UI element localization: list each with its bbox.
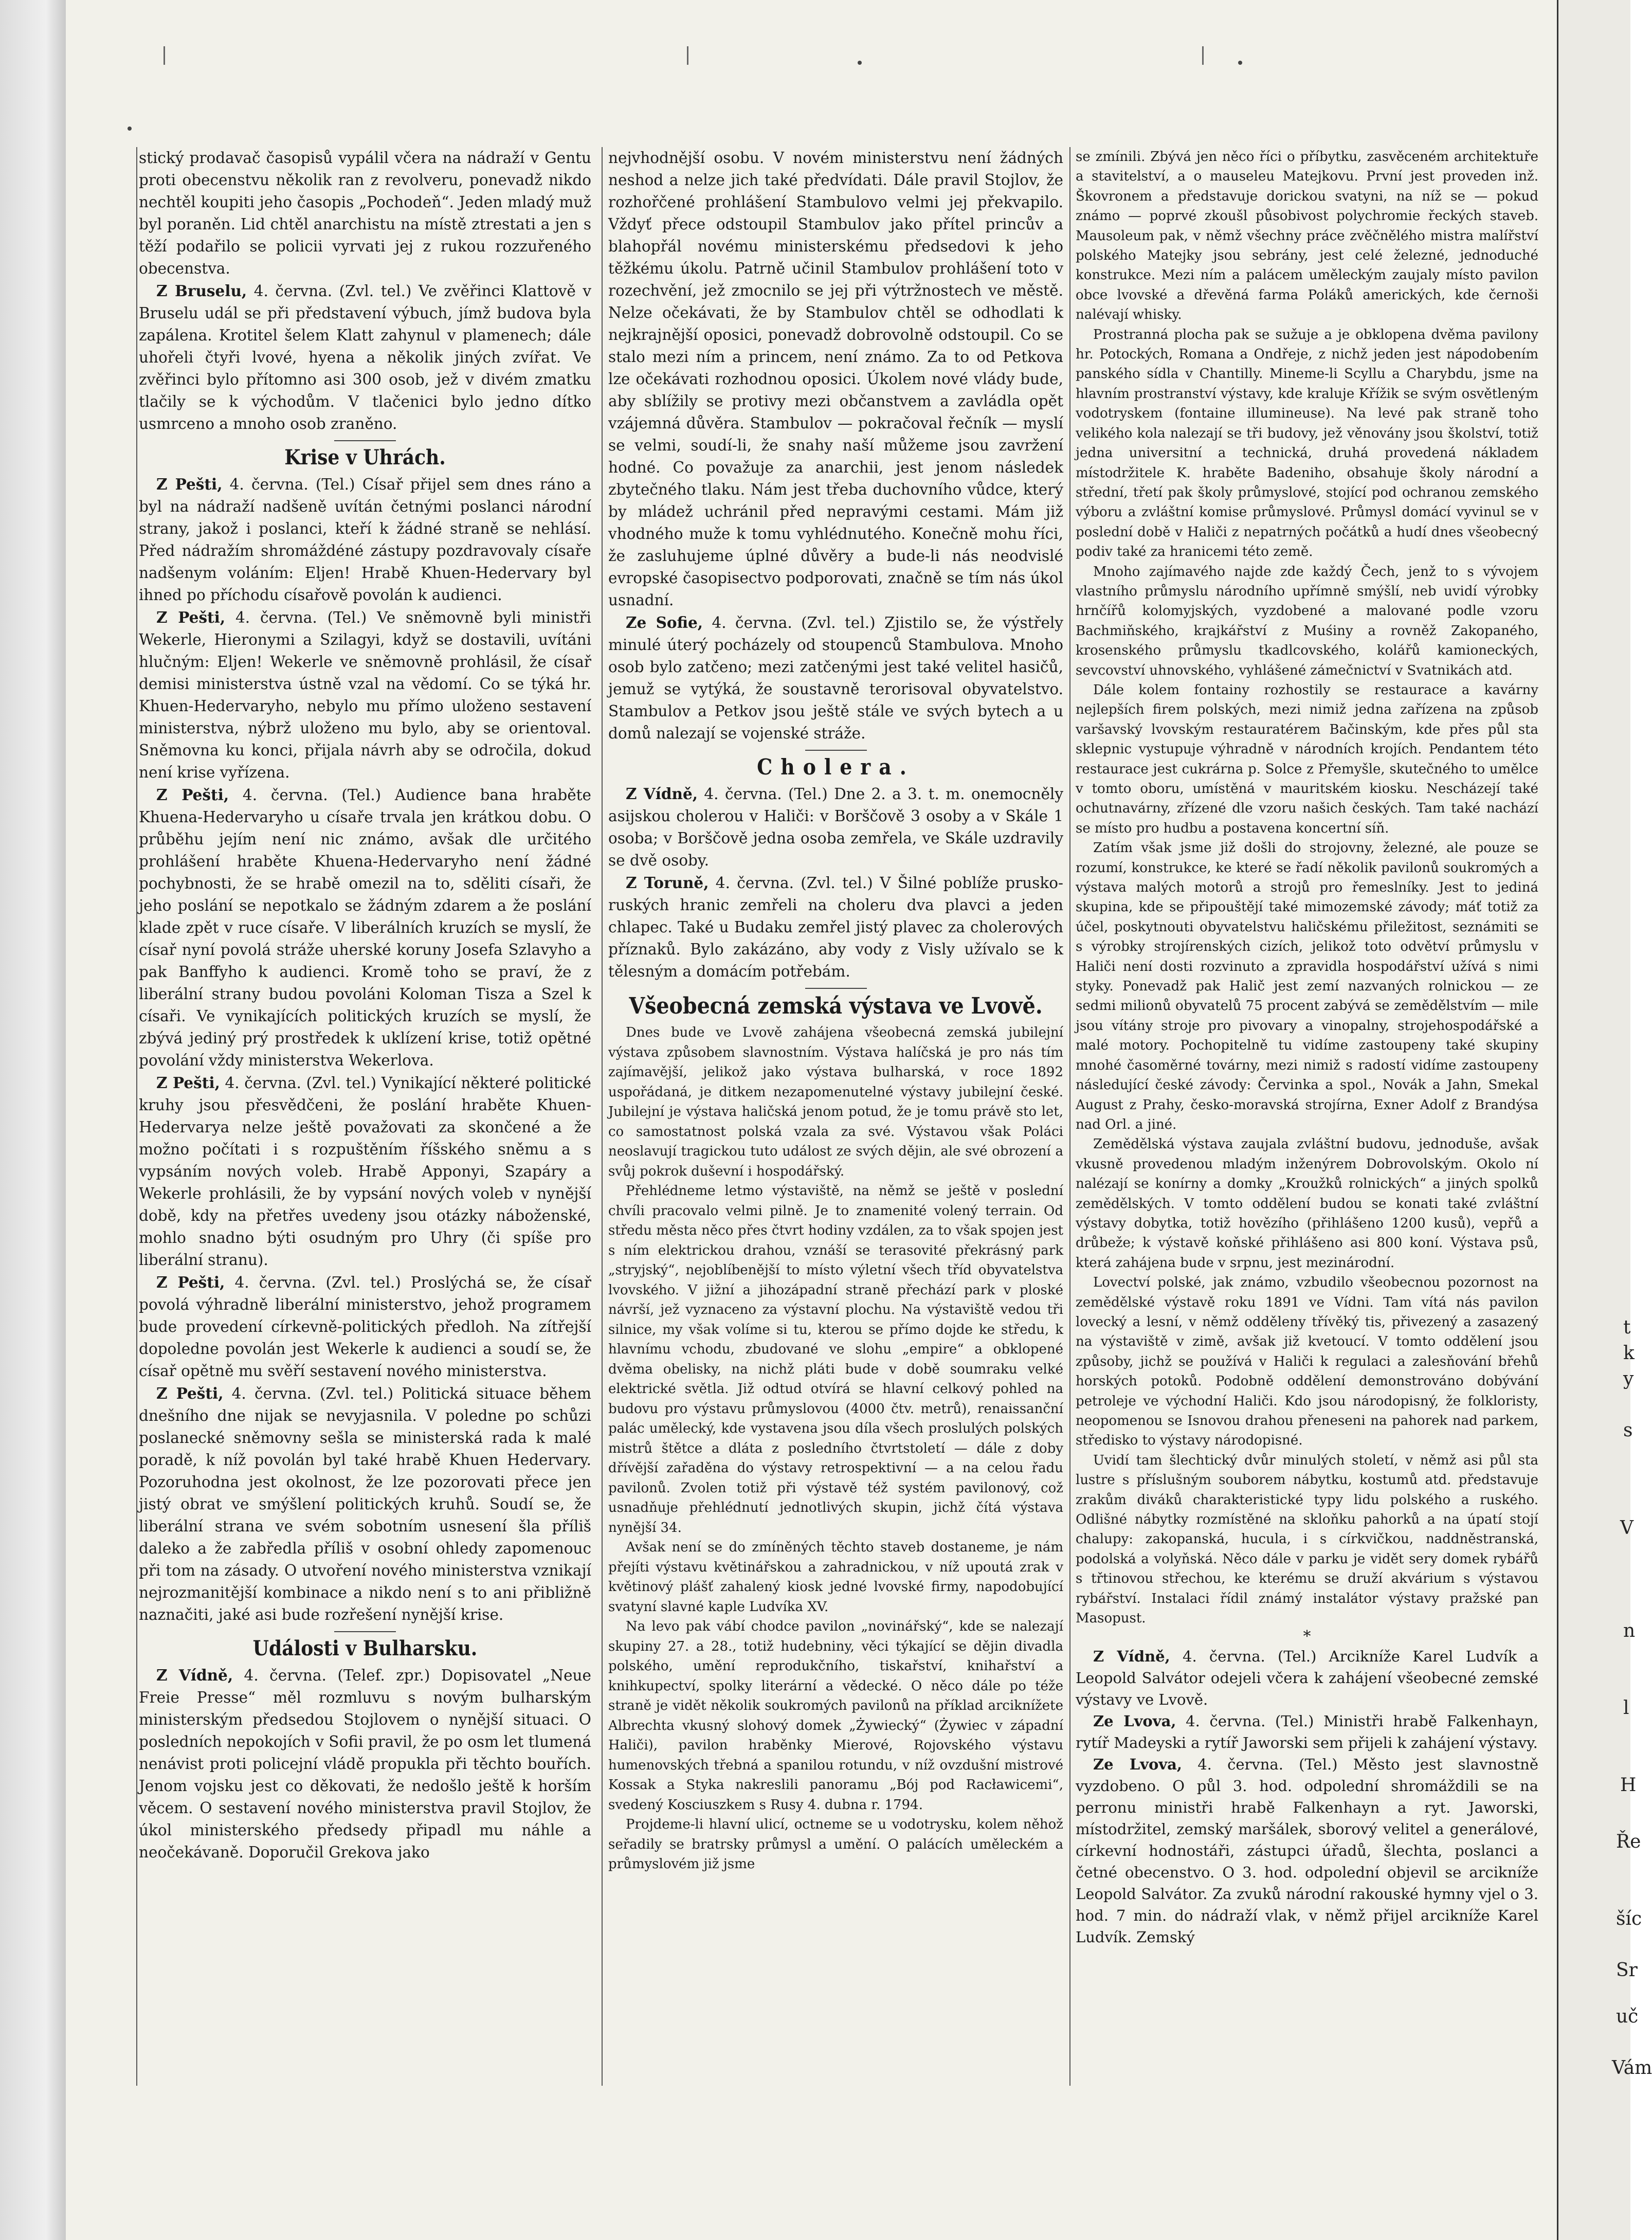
dateline: Z Vídně, bbox=[626, 785, 698, 803]
margin-fragment: H bbox=[1620, 1775, 1637, 1796]
feature-heading: Všeobecná zemská výstava ve Lvově. bbox=[629, 993, 1043, 1019]
section-heading: Krise v Uhrách. bbox=[284, 445, 446, 469]
feature-paragraph: Avšak není se do zmíněných těchto staveb dostaneme, je nám přejíti výstavu květinářskou a zahradnickou, v níž upoutá zrak v květinový plášť zahalený kiosk jedné lvovské firmy, napodobující svatyní slavné kaple Ludvíka XV. bbox=[608, 1540, 1063, 1615]
news-item bbox=[139, 1664, 591, 1864]
column-3 bbox=[1076, 147, 1538, 2081]
margin-fragment: k bbox=[1623, 1343, 1635, 1364]
news-text: 4. června. (Tel.) Ministři hrabě Falkenhayn, rytíř Madeyski a rytíř Jaworski sem přijeli k zahájení výstavy. bbox=[1076, 1712, 1538, 1752]
feature-paragraph: Uvidí tam šlechtický dvůr minulých století, v němž asi půl sta lustre s příslušným souborem nábytku, kostumů atd. představuje zrakům diváků charakteristické typy lidu polského a ruského. Odlišné nábytky rozmístěné na skloňku pahorků a na úpatí stojí chalupy: zakopanská, hucula, i s církvičkou, naddněstranská, podolská a volyňská. Něco dále v parku je vidět sery domek rybářů s třtinovou střechou, ke kterému se druží akvárium s výstavou rybářství. Instalaci řídil známý instalátor výstavy pražské pan Masopust. bbox=[1076, 1452, 1538, 1627]
margin-fragment: uč bbox=[1616, 2006, 1639, 2027]
news-item bbox=[139, 1271, 591, 1382]
feature-paragraph: Lovectví polské, jak známo, vzbudilo všeobecnou pozornost na zemědělské výstavě roku 1891 ve Vídni. Tam vítá nás pavilon lovecký a lesní, v němž odděleny třívěký tis, přivezený a zasazený na výstaviště v zimě, avšak již kvetoucí. V tomto oddělení jsou způsoby, jichž se používá v Haliči k regulaci a zalesňování břehů horských potoků. Podobně oddělení demonstrováno dobývání petroleje ve východní Haliči. Kdo jsou národopisný, že folkloristy, neopomenou se Isnovou drahou přeneseni na pahorek nad parkem, středisko to výstavy národopisné. bbox=[1076, 1275, 1538, 1449]
column-rule-left bbox=[136, 147, 137, 2086]
scan-dot bbox=[858, 61, 862, 65]
margin-fragment: s bbox=[1623, 1420, 1633, 1441]
scan-mark bbox=[687, 46, 688, 65]
margin-fragment: Ře bbox=[1616, 1831, 1641, 1852]
news-item bbox=[139, 606, 591, 784]
dateline: Z Vídně, bbox=[1093, 1648, 1170, 1666]
dateline: Z Pešti, bbox=[156, 1384, 224, 1402]
dateline: Z Vídně, bbox=[156, 1666, 233, 1684]
news-text: 4. června. (Zvl. tel.) Ve zvěřinci Klattově v Bruselu udál se při představení výbuch, jímž budova byla zapálena. Krotitel šelem Klatt zahynul v plamenech; dále uhořeli čtyři lvové, hyena a několik jiných zvířat. Ve zvěřinci bylo přítomno asi 300 osob, jež v divém zmatku tlačily se k východům. V tlačenici bylo jedno dítko usmrceno a mnoho osob zraněno. bbox=[139, 282, 592, 432]
next-page-edge bbox=[1557, 0, 1652, 2240]
feature-paragraph: Zatím však jsme již došli do strojovny, železné, ale pouze se rozumí, konstrukce, ke které se řadí několik pavilonů soukromých a výstava malých motorů a strojů pro řemeslníky. Jest to jediná skupina, kde se připouštějí také mimozemské závody; máť totiž za účel, poskytnouti obyvatelstvu haličskému přiležitost, seznámiti se s výrobky strojírenských cizích, jelikož toto odvětví průmyslu v Haliči není dosti rozvinuto a zpravidla hospodářství užívá s nimi styky. Ponevadž pak Halič jest zemí nazvaných rolnickou — ze sedmi milionů obyvatelů 75 procent zabývá se zemědělstvím — mile jsou vítány stroje pro pivovary a vinopalny, strojehospodářské a malé motory. Pochopitelně tu vidíme zastoupeny také skupiny mnohé časoměrné továrny, mezi nimiž s radostí vidíme zastoupeny následující české závody: Červinka a spol., Novák a Jahn, Smekal August z Prahy, česko-moravská strojírna, Exner Adolf z Brandýsa nad Orl. a jiné. bbox=[1076, 840, 1538, 1132]
feature-paragraph: Dnes bude ve Lvově zahájena všeobecná zemská jubilejní výstava způsobem slavnostním. Výstava halíčská je pro nás tím zajímavější, jelikož jako výstava bulharská, v roce 1892 uspořádaná, je ditkem nezapomenutelné výstavy jubilejní české. Jubilejní je výstava haličská jenom potud, že je tomu právě sto let, co samostatnost polská vzala za své. Výstavou však Poláci neoslavují tragickou tuto událost ze svých dějin, ale své obrození a svůj pokrok duševní i hospodářský. bbox=[608, 1025, 1063, 1179]
feature-paragraph: Na levo pak vábí chodce pavilon „novinářský“, kde se nalezají skupiny 27. a 28., totiž hudebniny, věci týkající se dějin divadla polského, umění reprodukčního, tiskařství, knihařství a knihkupectví, spolky literární a vědecké. O něco dále po téže straně je vidět několik soukromých pavilonů na příklad arciknížete Albrechta vkusný slohový domek „Żywiecký“ (Żywiec v západní Haliči), pavilon hraběnky Mierové, Rojovského výstavu humenovských třebná a spanilou rotundu, v níž ovzdušní mistrové Kossak a Styka nakreslili panoramu „Bój pod Racławicemi“, svedený Kosciuszkem s Rusy 4. dubna r. 1794. bbox=[608, 1619, 1063, 1813]
news-text: 4. června. (Zvl. tel.) Zjistilo se, že výstřely minulé úterý pocházely od stoupenců Stambulova. Mnoho osob bylo zatčeno; mezi zatčenými jest také velitel hasičů, jemuž se vytýká, že soustavně terorisoval obyvatelstvo. Stambulov a Petkov jsou ještě stále ve svých bytech a u domů nalezají se vojenské stráže. bbox=[608, 614, 1063, 742]
news-item bbox=[608, 783, 1063, 872]
news-item bbox=[608, 872, 1063, 983]
column-rule bbox=[602, 147, 603, 2086]
scan-mark bbox=[164, 46, 165, 65]
asterisk-divider: * bbox=[1303, 1628, 1311, 1646]
news-text: 4. června. (Tel.) Ve sněmovně byli ministři Wekerle, Hieronymi a Szilagyi, když se dostavili, uvítáni hlučným: Eljen! Wekerle ve sněmovně prohlásil, že císař demisi ministerstva ústně vzal na vědomí. Co se týká hr. Khuen-Hedervaryho, nebylo mu přímo uloženo sestavení ministerstva, nýbrž uloženo mu bylo, aby se orientoval. Sněmovna ku konci, přijala návrh aby se odročila, dokud není krise vyřízena. bbox=[139, 609, 591, 781]
news-text: 4. června. (Telef. zpr.) Dopisovatel „Neue Freie Presse“ měl rozmluvu s novým bulharským ministerským předsedou Stojlovem o nynější situaci. O posledních nepokojích v Sofii pravil, že po osm let tlumená nenávist proti policejní vládě propukla při těchto bouřích. Jenom vojsku jest co děkovati, že nedošlo ještě k horším věcem. O sestavení nového ministerstva pravil Stojlov, že úkol ministerského předsedy připadl mu náhle a neočekávaně. Doporučil Grekova jako bbox=[139, 1667, 591, 1861]
dateline: Z Pešti, bbox=[156, 1273, 225, 1291]
telegram-block bbox=[1076, 1646, 1538, 1948]
news-text: 4. června. (Tel.) Audience bana hraběte Khuena-Hedervaryho u císaře trvala jen krátkou dobu. O průběhu jejím není nic známo, avšak dle určitého prohlášení hraběte Khuena-Hedervaryho není žádné pochybnosti, že se hrabě omezil na to, sděliti císaři, že jeho poslání se nepotkalo se žádným zdarem a že poslání klade zpět v ruce císaře. V liberálních kruzích se myslí, že císař nyní povolá stráže uherské koruny Josefa Szlavyho a pak Banffyho k audienci. Kromě toho se praví, že z liberální strany budou povoláni Koloman Tisza a Szel k císaři. Ve vynikajících politických kruzích se myslí, že zbývá jediný prý prostředek k uklízení krise, totiž opětné povolání vždy ministerstva Wekerlova. bbox=[139, 786, 591, 1069]
section-divider bbox=[805, 988, 867, 989]
news-text: 4. června. (Zvl. tel.) Proslýchá se, že císař povolá výhradně liberální ministerstvo, jehož programem bude provedení církevně-politických předloh. Na zítřejší dopoledne povolán jest Wekerle k audienci a soudí se, že císař opětně mu svěří sestavení nového ministerstva. bbox=[139, 1274, 591, 1380]
dateline: Z Pešti, bbox=[156, 475, 223, 493]
news-text: 4. června. (Tel.) Město jest slavnostně vyzdobeno. O půl 3. hod. odpolední shromáždili se na perronu ministři hrabě Falkenhayn a ryt. Jaworski, místodržitel, zemský maršálek, sborový velitel a generálové, církevní hodnostáři, zástupci úřadů, šlechta, poslanci a četné obecenstvo. O 3. hod. odpolední objevil se arcikníže Leopold Salvátor. Za zvuků národní rakouské hymny vjel o 3. hod. 7 min. do nádraží vlak, v němž přijel arcikníže Karel Ludvík. Zemský bbox=[1076, 1756, 1538, 1946]
dateline: Z Pešti, bbox=[156, 608, 226, 626]
column-2 bbox=[608, 147, 1063, 2081]
news-item bbox=[139, 1072, 591, 1271]
section-heading: Cholera. bbox=[757, 754, 915, 780]
dateline: Z Pešti, bbox=[156, 1074, 220, 1092]
feature-paragraph: Dále kolem fontainy rozhostily se restaurace a kavárny nejlepších firem polských, mezi nimiž jedna zařízena na způsob varšavský lvovským restauratérem Bačinským, kde přes půl sta sklepnic vystupuje výhradně v národních krojích. Pendantem této restaurace jest cukrárna p. Solce z Přemyšle, skutečného to umělce v tomto oboru, umístěná v mauritském kiosku. Nescházejí také ochutnavárny, zřízené dle vzoru našich českých. Tam také nachází se místo pro hudbu a postavena koncertní síň. bbox=[1076, 682, 1538, 836]
margin-fragment: Vám bbox=[1612, 2057, 1652, 2079]
feature-paragraph: se zmínili. Zbývá jen něco říci o příbytku, zasvěceném architektuře a stavitelství, a o mauseleu Matejkovu. První jest proveden inž. Škovronem a představuje dorickou svatyni, na níž se — pokud známo — poprvé zkoušl působivost polychromie řeckých staveb. Mausoleum pak, v němž všechny práce zvěčnělého mistra malířství polského Matejky jsou sebrány, jest celé železné, jednoduché konstrukce. Mezi ním a palácem uměleckým zaujaly místo pavilon obce lvovské a dřevěná farma Poláků amerických, kde černoši nalévají whisky. bbox=[1076, 149, 1538, 323]
dateline: Z Toruně, bbox=[626, 874, 709, 892]
section-divider bbox=[334, 1631, 396, 1632]
article-paragraph: nejvhodnější osobu. V novém ministerstvu není žádných neshod a nelze jich také předvídati. Dále pravil Stojlov, že rozhořčené prohlášení Stambulovo velmi jej překvapilo. Vždyť přece odstoupil Stambulov jako přítel princův a blahopřál novému ministerskému předsedovi k jeho těžkému úkolu. Patrně učinil Stambulov prohlášení toto v rozechvění, jež zmocnilo se jej při výtržnostech ve městě. Nelze očekávati, že by Stambulov chtěl se odhodlati k nejkrajnější oposici, ponevadž dobrovolně odstoupil. Co se stalo mezi ním a princem, není známo. Za to od Petkova lze očekávati rozhodnou oposici. Úkolem nové vlády bude, aby sblížily se protivy mezi občanstvem a zavládla opět vzájemná důvěra. Stambulov — pokračoval řečník — myslí se velmi, soudí-li, že snahy naší můžeme jsou zavržení hodné. Co považuje za anarchii, jest jenom následek zbytečného tlaku. Nám jest třeba duchovního vůdce, který by mládež uchránil před nepravými cestami. Mám již vhodného muže k tomu vyhlédnutého. Konečně mohu říci, že zasluhujeme úplné důvěry a bude-li nás neodvislé evropské časopisectvo podporovati, značně se tím nás úkol usnadní. bbox=[608, 149, 1063, 609]
news-item bbox=[139, 1382, 591, 1626]
column-rule bbox=[1069, 147, 1070, 2086]
news-text: 4. června. (Tel.) Arcikníže Karel Ludvík a Leopold Salvátor odejeli včera k zahájení všeobecné zemské výstavy ve Lvově. bbox=[1076, 1648, 1538, 1709]
margin-fragment: Sr bbox=[1616, 1960, 1638, 1981]
news-item bbox=[139, 473, 591, 606]
news-item bbox=[139, 280, 591, 435]
margin-fragment: n bbox=[1623, 1620, 1636, 1641]
scan-dot bbox=[1238, 61, 1242, 65]
margin-fragment: l bbox=[1623, 1697, 1629, 1719]
section-divider bbox=[334, 440, 396, 441]
news-item bbox=[608, 611, 1063, 745]
scan-mark bbox=[1202, 46, 1204, 65]
feature-body bbox=[608, 1023, 1063, 1874]
margin-fragment: t bbox=[1623, 1317, 1631, 1338]
section-divider bbox=[805, 750, 867, 751]
news-text: 4. června. (Zvl. tel.) Vynikající některé politické kruhy jsou přesvědčeni, že poslání hraběte Khuen-Hedervarya nelze ještě považovati za skončené a že možno počítati i s rozpuštěním říšského sněmu a s vypsáním nových voleb. Hrabě Apponyi, Szapáry a Wekerle prohlásili, že by vypsání nových voleb v nynější době, kdy na přetřes uvedeny jsou otázky náboženské, mohlo snadno býti osudným pro Uhry (či spíše pro liberální stranu). bbox=[139, 1074, 591, 1269]
news-item bbox=[139, 784, 591, 1072]
news-text: 4. června. (Tel.) Císař přijel sem dnes ráno a byl na nádraží nadšeně uvítán četnými poslanci národní strany, jakož i poslanci, kteří k žádné straně se nehlásí. Před nádražím shromáždéné zástupy pozdravovaly císaře nadšenym voláním: Eljen! Hrabě Khuen-Hedervary byl ihned po příchodu císařově povolán k audienci. bbox=[139, 476, 591, 604]
news-text: 4. června. (Tel.) Dne 2. a 3. t. m. onemocněly asijskou cholerou v Haliči: v Borščově 3 osoby a v Skále 1 osoba; v Borščově jedna osoba zemřela, ve Skále uzdravily se dvě osoby. bbox=[608, 785, 1064, 869]
column-1 bbox=[139, 147, 591, 2081]
dateline: Z Bruselu, bbox=[156, 282, 247, 300]
margin-fragment: šíc bbox=[1616, 1908, 1642, 1929]
feature-paragraph: Přehlédneme letmo výstaviště, na němž se ještě v poslední chvíli pracovalo velmi pilně. Je to znamenité volený terrain. Od středu města něco přes čtvrt hodiny vzdálen, za to však spojen jest s ním elektrickou drahou, vznáší se terasovité překrásný park „stryjský“, nejoblíbenější to místo výletní všech tříd obyvatelstva lvovského. V jižní a jihozápadní straně přechází park v ploské návrší, jež vyznaceno za výstavní plochu. Na výstaviště vedou tři silnice, my však volíme si tu, kterou se přímo dojde ke středu, k hlavnímu vchodu, zbudované ve slohu „empire“ a obklopené dvěma obelisky, na nichž pláti bude v době soumraku velké elektrické světla. Již odtud otvírá se hlavní celkový pohled na budovu pro výstavu průmyslovou (4000 čtv. metrů), renaissanční palác umělecký, kde vystavena jsou díla všech proslulých polských mistrů štětce a dláta z posledního čtvrtstoletí — dále z doby dřívější zařaděna do výstavy retrospektivní — a na celou řadu pavilonů. Zvolen totiž při výstavě též systém pavilonový, což usnadňuje přehlédnutí jednotlivých skupin, jichž čítá výstava nynější 34. bbox=[608, 1183, 1063, 1536]
news-item bbox=[1076, 1710, 1538, 1754]
scan-dot bbox=[128, 127, 132, 131]
dateline: Ze Sofie, bbox=[626, 613, 703, 631]
feature-paragraph: Mnoho zajímavého najde zde každý Čech, jenž to s vývojem vlastního průmyslu národního upřímně smýšlí, neb uvidí výrobky hrnčířů kolomyjských, vyzdobené a malované podle vzoru Bachmiňského, krajkářství z Muśiny a rovněž Zakopaného, krosenského průmyslu tkadlcovského, kolářů kamioneckých, sevcovství uhnovského, vyhlášené zámečnictví v Svatnikách atd. bbox=[1076, 564, 1538, 678]
dateline: Ze Lvova, bbox=[1093, 1756, 1183, 1774]
feature-paragraph: Projdeme-li hlavní ulicí, octneme se u vodotrysku, kolem něhož seřadily se bratrsky průmysl a umění. O palácích uměleckém a průmyslovém již jsme bbox=[608, 1817, 1063, 1872]
news-text: 4. června. (Zvl. tel.) V Šilné poblíže prusko-ruských hranic zemřeli na choleru dva plavci a jeden chlapec. Také u Budaku zemřel jistý plavec za cholerových příznaků. Bylo zakázáno, aby vody z Visly užívalo se k tělesným a domácím potřebám. bbox=[608, 874, 1063, 980]
section-heading: Události v Bulharsku. bbox=[252, 1636, 478, 1660]
news-item bbox=[1076, 1646, 1538, 1710]
news-text: 4. června. (Zvl. tel.) Politická situace během dnešního dne nijak se nevyjasnila. V poledne po schůzi poslanecké sněmovny sešla se ministerská rada k malé poradě, k níž povolán byl také hrabě Khuen Hedervary. Pozoruhodna jest okolnost, že lze pozorovati přece jen jistý obrat ve smýšlení politických kruhů. Soudí se, že liberální strana ve svém sobotním usnesení šla příliš daleko a že zabředla příliš v osobní ohledy zapomenouc při tom na zásady. O utvoření nového ministerstva vznikají nejrozmanitější kombinace a nikdo není s to ani přibližně naznačiti, jaké asi bude rozřešení nynější krise. bbox=[139, 1385, 591, 1623]
margin-fragment: y bbox=[1623, 1368, 1634, 1389]
scan-left-edge bbox=[0, 0, 66, 2240]
news-item bbox=[1076, 1754, 1538, 1948]
dateline: Z Pešti, bbox=[156, 786, 229, 804]
dateline: Ze Lvova, bbox=[1093, 1712, 1176, 1730]
margin-fragment: V bbox=[1620, 1518, 1633, 1539]
feature-paragraph: Zemědělská výstava zaujala zvláštní budovu, jednoduše, avšak vkusně provedenou mladým inženýrem Dobrovolským. Okolo ní nalézají se konírny a domky „Kroužků rolnických“ a jiných spolků zemědělských. V tomto oddělení budou se konati také zvláštní výstavy dobytka, totiž hovězího (přihlášeno 1200 kusů), vepřů a drůbeže; k výstavě koňské přihlášeno asi 800 koní. Výstava psů, která zahájena bude v srpnu, jest mezinárodní. bbox=[1076, 1136, 1538, 1271]
article-paragraph: stický prodavač časopisů vypálil včera na nádraží v Gentu proti obecenstvu několik ran z revolveru, ponevadž nikdo nechtěl koupiti jeho časopis „Pochodeň“. Jeden mladý muž byl poraněn. Lid chtěl anarchistu na místě ztrestati a jen s těží podařilo se policii vyrvati jej z rukou rozzuřeného obecenstva. bbox=[139, 149, 591, 277]
feature-paragraph: Prostranná plocha pak se sužuje a je obklopena dvěma pavilony hr. Potockých, Romana a Ondřeje, z nichž jeden jest nápodobením panského sídla v Chantilly. Mineme-li Scyllu a Charybdu, jsme na hlavním prostranství výstavy, kde kraluje Křížik se svým osvětleným vodotryskem (fontaine illumineuse). Na levé pak straně toho velikého kola nalezají se tři budovy, jež věnovány jsou školství, totiž jedna universitní a technická, druhá provedená nákladem místodržitele K. hraběte Badeniho, obsahuje školy národní a střední, třetí pak školy průmyslové, stojící pod ochranou zemského výboru a zvláštní komise průmyslové. Průmysl domácí vyvinul se v poslední době v Haliči z nepatrných počátků a hudí dnes všeobecný podiv také za hranicemi této země. bbox=[1076, 327, 1538, 560]
